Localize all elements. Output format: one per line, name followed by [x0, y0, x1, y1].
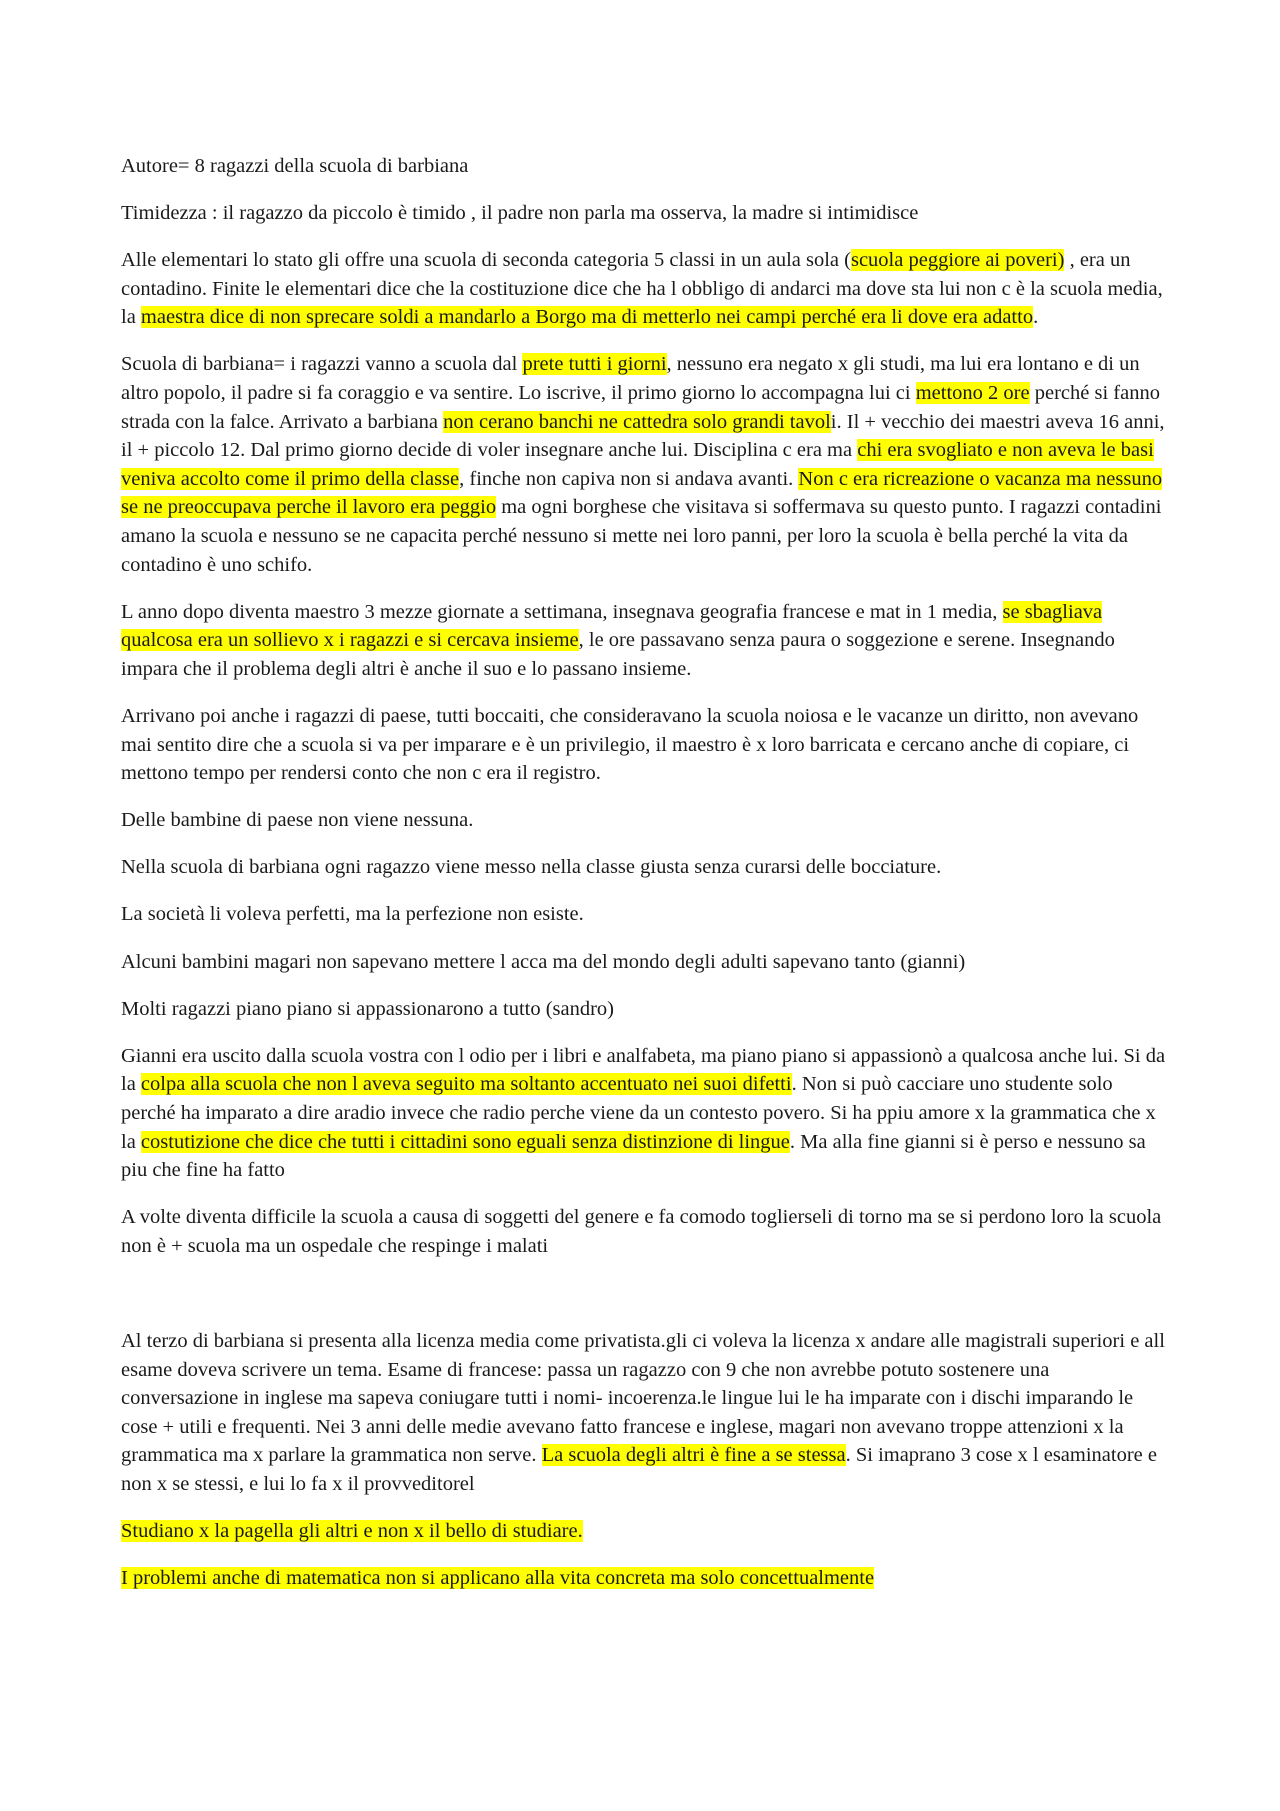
document-page [121, 152, 1171, 1611]
paragraph-barbiana-school [121, 350, 1171, 579]
highlighted-text: prete tutti i giorni [522, 353, 667, 376]
paragraph-hospital [121, 1203, 1171, 1260]
text-run: Autore= 8 ragazzi della scuola di barbiana [121, 155, 469, 177]
paragraph-elementary [121, 246, 1171, 332]
paragraph-licenza-media [121, 1327, 1171, 1499]
text-run: . Ma alla fine gianni si è perso e nessuno sa piu che fine ha fatto [121, 1130, 1146, 1182]
highlighted-text: chi era svogliato e non aveva le basi veniva accolto come il primo della classe [121, 439, 1154, 490]
paragraph-village-boys [121, 702, 1171, 788]
text-run: ma ogni borghese che visitava si soffermava su questo punto. I ragazzi contadini amano la scuola e nessuno se ne capacita perché nessuno si mette nei loro panni, per loro la scuola è bella perché la vita da contadino è uno schifo. [121, 496, 1162, 576]
text-run: Al terzo di barbiana si presenta alla licenza media come privatista.gli ci voleva la licenza x andare alle magistrali superiori e all esame doveva scrivere un tema. Esame di francese: passa un ragazzo con 9 che non avrebbe potuto sostenere una conversazione in inglese ma sapeva coniugare tutti i nomi- incoerenza.le lingue lui le ha imparate con i dischi imparando le cose + utili e frequenti. Nei 3 anni delle medie avevano fatto francese e inglese, magari non avevano troppe attenzioni x la grammatica ma x parlare la grammatica non serve. [121, 1329, 1165, 1467]
text-run: Arrivano poi anche i ragazzi di paese, tutti boccaiti, che consideravano la scuola noiosa e le vacanze un diritto, non avevano mai sentito dire che a scuola si va per imparare e è un privilegio, il maestro è x loro barricata e cercano anche di copiare, ci mettono tempo per rendersi conto che non c era il registro. [121, 705, 1139, 785]
text-run: Timidezza : il ragazzo da piccolo è timido , il padre non parla ma osserva, la madre si intimidisce [121, 202, 919, 225]
highlighted-text: La scuola degli altri è fine a se stessa [541, 1444, 846, 1467]
highlighted-text: se sbagliava qualcosa era un sollievo x i ragazzi e si cercava insieme [121, 600, 1103, 652]
text-run: La società li voleva perfetti, ma la perfezione non esiste. [121, 903, 584, 926]
text-run: . [1033, 306, 1039, 329]
highlighted-text: scuola peggiore ai poveri) [850, 249, 1065, 272]
text-run: perché si fanno strada con la falce. Arrivato a barbiana [121, 382, 1160, 433]
paragraph-timidity [121, 199, 1171, 228]
highlighted-text: maestra dice di non sprecare soldi a mandarlo a Borgo ma di metterlo nei campi perché era li dove era adatto [140, 306, 1034, 329]
text-run: L anno dopo diventa maestro 3 mezze giornate a settimana, insegnava geografia francese e mat in 1 media, [121, 600, 1003, 623]
highlighted-text: mettono 2 ore [915, 382, 1030, 405]
paragraph-passion [121, 995, 1171, 1024]
text-run: , le ore passavano senza paura o soggezione e serene. Insegnando impara che il problema degli altri è anche il suo e lo passano insieme. [121, 629, 1115, 680]
paragraph-gap [121, 1279, 1171, 1327]
paragraph-perfection [121, 900, 1171, 929]
text-run: Alcuni bambini magari non sapevano mettere l acca ma del mondo degli adulti sapevano tanto (gianni) [121, 950, 966, 973]
text-run: , era un contadino. Finite le elementari dice che la costituzione dice che ha l obbligo di andarci ma dove sta lui non c è la scuola media, la [121, 249, 1163, 329]
text-run: A volte diventa difficile la scuola a causa di soggetti del genere e fa comodo toglierseli di torno ma se si perdono loro la scuola non è + scuola ma un ospedale che respinge i malati [121, 1206, 1162, 1257]
paragraph-adult-world [121, 948, 1171, 977]
text-run: Molti ragazzi piano piano si appassionarono a tutto (sandro) [121, 997, 615, 1020]
paragraph-math-problems [121, 1564, 1171, 1593]
paragraph-teacher-year [121, 598, 1171, 684]
text-run: , finche non capiva non si andava avanti. [459, 467, 799, 490]
paragraph-right-class [121, 853, 1171, 882]
text-run: Delle bambine di paese non viene nessuna. [121, 809, 474, 832]
text-run: i. Il + vecchio dei maestri aveva 16 anni, il + piccolo 12. Dal primo giorno decide di voler insegnare anche lui. Disciplina c era ma [121, 410, 1165, 462]
text-run: . Si imaprano 3 cose x l esaminatore e non x se stessi, e lui lo fa x il provveditorel [121, 1444, 1157, 1495]
paragraph-pagella [121, 1517, 1171, 1546]
highlighted-text: non cerano banchi ne cattedra solo grandi tavol [443, 410, 831, 433]
text-run: Nella scuola di barbiana ogni ragazzo viene messo nella classe giusta senza curarsi delle bocciature. [121, 856, 942, 879]
text-run: , nessuno era negato x gli studi, ma lui era lontano e di un altro popolo, il padre si fa coraggio e va sentire. Lo iscrive, il primo giorno lo accompagna lui ci [121, 353, 1140, 405]
highlighted-text: Non c era ricreazione o vacanza ma nessuno se ne preoccupava perche il lavoro era peggio [121, 467, 1163, 519]
text-run: Scuola di barbiana= i ragazzi vanno a scuola dal [121, 353, 523, 376]
highlighted-text: I problemi anche di matematica non si applicano alla vita concreta ma solo concettualmente [121, 1567, 875, 1590]
paragraph-author [121, 152, 1171, 181]
paragraph-village-girls [121, 806, 1171, 835]
highlighted-text: Studiano x la pagella gli altri e non x il bello di studiare. [121, 1519, 583, 1542]
text-run: . Non si può cacciare uno studente solo perché ha imparato a dire aradio invece che radio perche viene da un contesto povero. Si ha ppiu amore x la grammatica che x la [121, 1073, 1156, 1153]
text-run: Gianni era uscito dalla scuola vostra con l odio per i libri e analfabeta, ma piano piano si appassionò a qualcosa anche lui. Si da la [121, 1044, 1166, 1096]
highlighted-text: colpa alla scuola che non l aveva seguito ma soltanto accentuato nei suoi difetti [140, 1073, 792, 1096]
paragraph-gianni [121, 1042, 1171, 1185]
text-run: Alle elementari lo stato gli offre una scuola di seconda categoria 5 classi in un aula sola ( [121, 249, 851, 272]
highlighted-text: costutizione che dice che tutti i cittadini sono eguali senza distinzione di lingue [140, 1130, 790, 1153]
